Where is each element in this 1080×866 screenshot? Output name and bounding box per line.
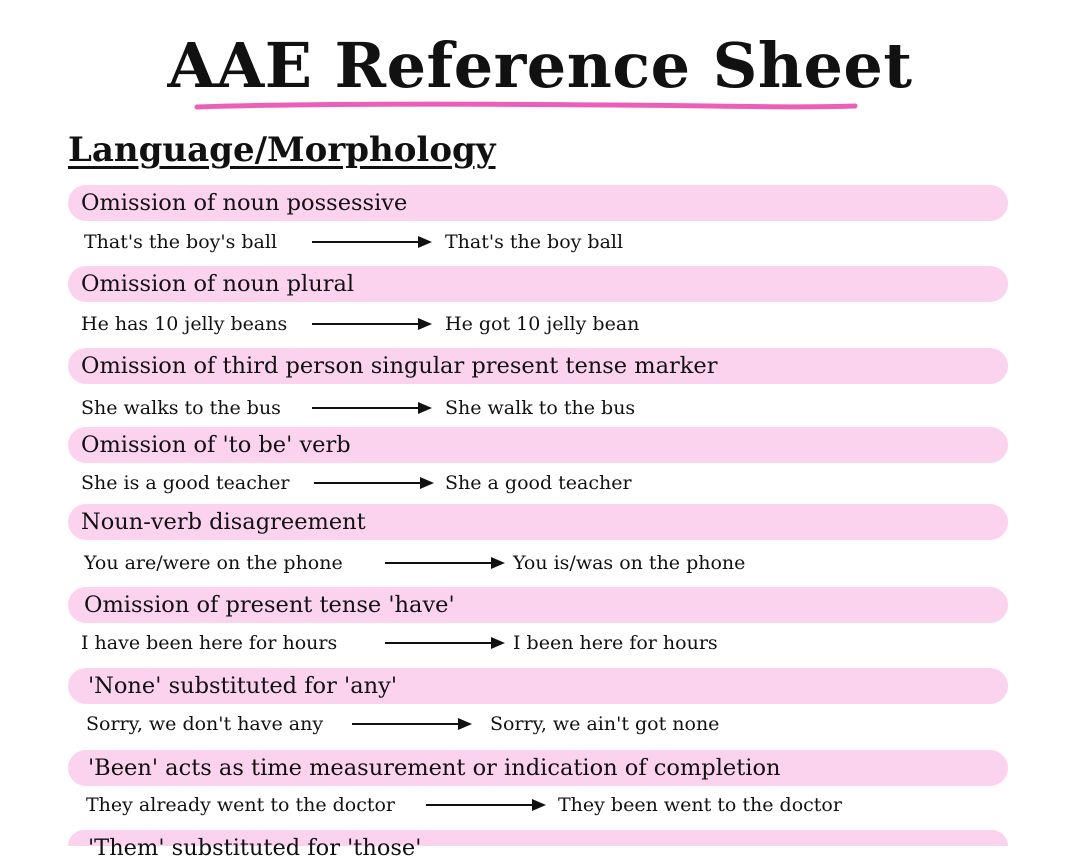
rule-heading: Omission of present tense 'have' xyxy=(68,587,1008,623)
standard-example: Sorry, we don't have any xyxy=(86,713,324,735)
standard-example: She walks to the bus xyxy=(81,397,281,419)
page-title: AAE Reference Sheet xyxy=(167,29,913,102)
aae-example: I been here for hours xyxy=(513,632,718,654)
arrow-icon xyxy=(312,235,434,249)
arrow-icon xyxy=(352,717,474,731)
rule-heading: Omission of noun plural xyxy=(68,266,1008,302)
rule-heading: 'None' substituted for 'any' xyxy=(68,668,1008,704)
standard-example: That's the boy's ball xyxy=(84,231,278,253)
rule-heading: Omission of noun possessive xyxy=(68,185,1008,221)
aae-example: Sorry, we ain't got none xyxy=(490,713,720,735)
aae-example: You is/was on the phone xyxy=(513,552,746,574)
arrow-icon xyxy=(385,556,507,570)
standard-example: They already went to the doctor xyxy=(86,794,396,816)
aae-example: She a good teacher xyxy=(445,472,632,494)
rule-heading: 'Them' substituted for 'those' xyxy=(68,830,1008,846)
aae-example: She walk to the bus xyxy=(445,397,636,419)
rule-heading: Omission of third person singular present tense marker xyxy=(68,348,1008,384)
arrow-icon xyxy=(314,476,436,490)
rule-heading: Omission of 'to be' verb xyxy=(68,427,1008,463)
arrow-icon xyxy=(426,798,548,812)
aae-example: He got 10 jelly bean xyxy=(445,313,640,335)
rule-heading: Noun-verb disagreement xyxy=(68,504,1008,540)
section-heading: Language/Morphology xyxy=(68,130,496,170)
arrow-icon xyxy=(312,401,434,415)
title-underline xyxy=(195,100,857,112)
standard-example: He has 10 jelly beans xyxy=(81,313,288,335)
aae-example: That's the boy ball xyxy=(445,231,624,253)
standard-example: You are/were on the phone xyxy=(84,552,343,574)
standard-example: She is a good teacher xyxy=(81,472,290,494)
arrow-icon xyxy=(385,636,507,650)
arrow-icon xyxy=(312,317,434,331)
rule-heading: 'Been' acts as time measurement or indication of completion xyxy=(68,750,1008,786)
standard-example: I have been here for hours xyxy=(81,632,338,654)
aae-example: They been went to the doctor xyxy=(558,794,842,816)
